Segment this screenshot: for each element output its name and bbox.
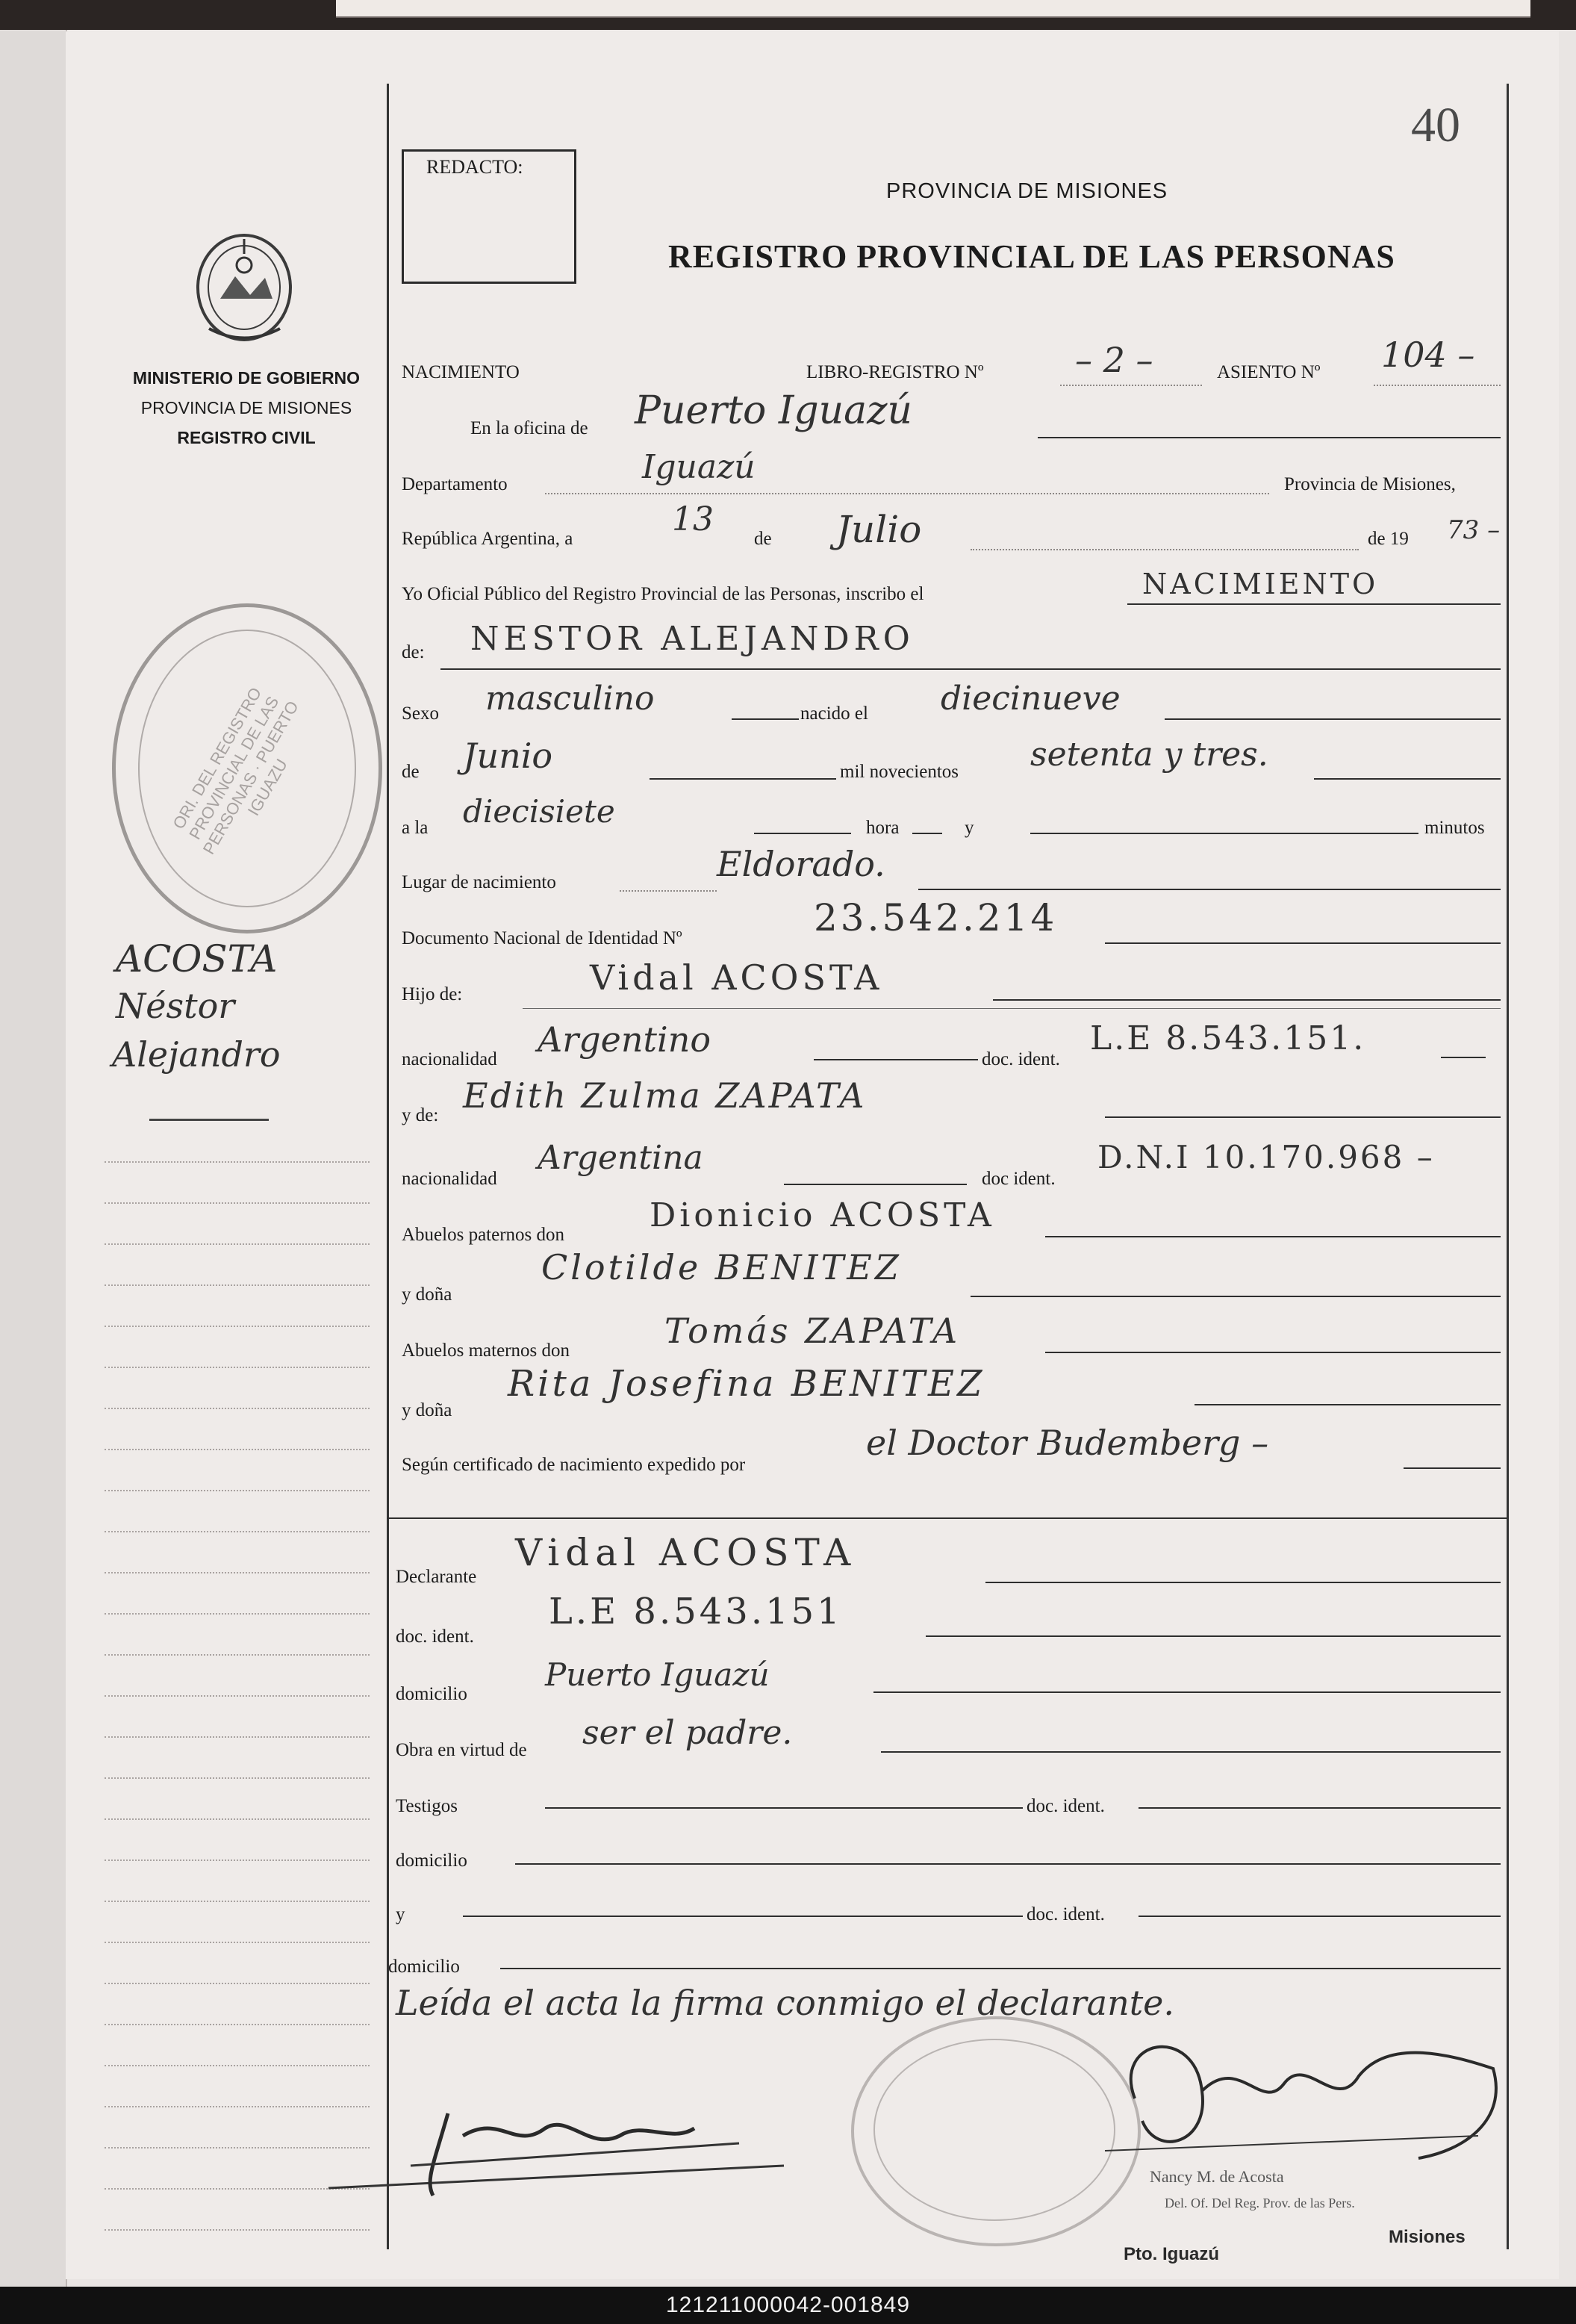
- domicilio-label: domicilio: [396, 1684, 467, 1704]
- y-label: y: [965, 818, 974, 838]
- right-frame-line: [1507, 84, 1509, 2249]
- ministry-title: MINISTERIO DE GOBIERNO: [132, 368, 361, 388]
- inscribo-value: NACIMIENTO: [1142, 568, 1379, 600]
- stamp-name-line: Nancy M. de Acosta: [1150, 2167, 1284, 2186]
- province-emblem-icon: [190, 224, 299, 344]
- ala-label: a la: [402, 818, 429, 838]
- testigos-domicilio-label: domicilio: [396, 1851, 467, 1871]
- decl-doc-label: doc. ident.: [396, 1627, 474, 1647]
- provincia-label: Provincia de Misiones,: [1284, 474, 1456, 494]
- abuelo-materno-value: Tomás ZAPATA: [664, 1311, 961, 1351]
- ministry-registry: REGISTRO CIVIL: [177, 428, 316, 447]
- nacido-label: nacido el: [800, 703, 868, 724]
- ydona-materna-label: y doña: [402, 1400, 452, 1420]
- hora-label: hora: [866, 818, 900, 838]
- dia-value: 13: [672, 500, 714, 538]
- left-frame-line: [387, 84, 389, 2249]
- margin-surname: ACOSTA: [116, 937, 278, 981]
- doc-madre-value: D.N.I 10.170.968 –: [1097, 1139, 1435, 1175]
- stamp-place: Pto. Iguazú: [1124, 2244, 1219, 2264]
- mil-label: mil novecientos: [840, 762, 959, 782]
- registry-oval-stamp: ORI. DEL REGISTRO PROVINCIAL DE LAS PERSONAS · PUERTO IGUAZU: [112, 603, 382, 933]
- redacto-box: [402, 149, 576, 284]
- testigos2-domicilio-label: domicilio: [388, 1957, 460, 1977]
- departamento-value: Iguazú: [642, 448, 756, 486]
- registry-title: REGISTRO PROVINCIAL DE LAS PERSONAS: [668, 238, 1395, 275]
- abuela-paterna-value: Clotilde BENITEZ: [541, 1247, 902, 1287]
- stamp-province: Misiones: [1389, 2227, 1466, 2247]
- segun-value: el Doctor Budemberg –: [866, 1423, 1269, 1463]
- abuela-materna-value: Rita Josefina BENITEZ: [508, 1363, 985, 1405]
- mes-value: Julio: [836, 508, 922, 551]
- redacto-label: REDACTO:: [426, 156, 523, 178]
- lugar-value: Eldorado.: [717, 844, 885, 884]
- footer-bar: [0, 2287, 1576, 2324]
- abuelos-maternos-label: Abuelos maternos don: [402, 1340, 570, 1361]
- madre-value: Edith Zulma ZAPATA: [463, 1075, 867, 1116]
- lugar-label: Lugar de nacimiento: [402, 872, 556, 892]
- declarante-label: Declarante: [396, 1567, 477, 1587]
- testigos-label: Testigos: [396, 1796, 458, 1816]
- padre-value: Vidal ACOSTA: [590, 957, 883, 998]
- yde-label: y de:: [402, 1105, 439, 1125]
- ministry-province: PROVINCIA DE MISIONES: [140, 398, 352, 417]
- obra-value: ser el padre.: [582, 1714, 793, 1752]
- abuelos-paternos-label: Abuelos paternos don: [402, 1225, 565, 1245]
- libro-label: LIBRO-REGISTRO Nº: [806, 362, 984, 382]
- oficina-label: En la oficina de: [470, 418, 588, 438]
- margin-given-name: Néstor: [116, 986, 235, 1026]
- stamp-office-line: Del. Of. Del Reg. Prov. de las Pers.: [1165, 2196, 1355, 2210]
- oficina-value: Puerto Iguazú: [635, 388, 913, 433]
- de19-label: de 19: [1368, 529, 1409, 549]
- obra-label: Obra en virtud de: [396, 1740, 527, 1760]
- yo-oficial-label: Yo Oficial Público del Registro Provincial de las Personas, inscribo el: [402, 584, 924, 604]
- anio-value: 73 –: [1447, 515, 1501, 545]
- footer-id: 121211000042-001849: [665, 2293, 911, 2317]
- nombre-value: NESTOR ALEJANDRO: [470, 620, 915, 658]
- page-number: 40: [1411, 98, 1460, 152]
- dni-value: 23.542.214: [814, 896, 1058, 939]
- de-nombre-label: de:: [402, 642, 425, 662]
- departamento-label: Departamento: [402, 474, 508, 494]
- republica-label: República Argentina, a: [402, 529, 573, 549]
- dni-label: Documento Nacional de Identidad Nº: [402, 928, 682, 948]
- docident-madre-label: doc ident.: [982, 1169, 1056, 1189]
- ydona-paterna-label: y doña: [402, 1284, 452, 1305]
- testigos2-doc-label: doc. ident.: [1027, 1904, 1105, 1924]
- y2-label: y: [396, 1904, 405, 1924]
- testigos-doc-label: doc. ident.: [1027, 1796, 1105, 1816]
- nacimiento-label: NACIMIENTO: [402, 362, 520, 382]
- nac-mes-value: Junio: [463, 736, 553, 776]
- segun-label: Según certificado de nacimiento expedido por: [402, 1455, 746, 1475]
- abuelo-paterno-value: Dionicio ACOSTA: [650, 1196, 995, 1234]
- asiento-label: ASIENTO Nº: [1217, 362, 1321, 382]
- nacido-value: diecinueve: [941, 680, 1121, 718]
- province-header: PROVINCIA DE MISIONES: [886, 179, 1168, 203]
- nac-madre-value: Argentina: [538, 1139, 703, 1177]
- de-label: de: [754, 529, 772, 549]
- doc-padre-value: L.E 8.543.151.: [1090, 1019, 1366, 1057]
- domicilio-value: Puerto Iguazú: [545, 1656, 770, 1693]
- sexo-label: Sexo: [402, 703, 439, 724]
- decl-doc-value: L.E 8.543.151: [549, 1591, 843, 1632]
- margin-underline: [149, 1119, 269, 1121]
- asiento-value: 104 –: [1381, 335, 1475, 375]
- minutos-label: minutos: [1424, 818, 1485, 838]
- nac-padre-value: Argentino: [538, 1019, 711, 1060]
- mil-value: setenta y tres.: [1030, 736, 1268, 774]
- top-binding-strip: [0, 0, 1576, 30]
- closing-statement: Leída el acta la firma conmigo el declarante.: [396, 1983, 1175, 2023]
- binding-margin: [0, 30, 67, 2287]
- libro-value: – 2 –: [1075, 340, 1153, 380]
- declarant-signature-icon: [321, 2054, 799, 2203]
- margin-middle-name: Alejandro: [112, 1034, 281, 1075]
- de-mes-label: de: [402, 762, 420, 782]
- facing-page-edge: [336, 0, 1530, 18]
- nacionalidad-madre-label: nacionalidad: [402, 1169, 497, 1189]
- section-divider-line: [387, 1517, 1507, 1519]
- hora-value: diecisiete: [463, 793, 615, 830]
- docident-padre-label: doc. ident.: [982, 1049, 1060, 1069]
- declarante-value: Vidal ACOSTA: [515, 1531, 857, 1574]
- sexo-value: masculino: [485, 680, 655, 718]
- hijo-label: Hijo de:: [402, 984, 463, 1004]
- nacionalidad-padre-label: nacionalidad: [402, 1049, 497, 1069]
